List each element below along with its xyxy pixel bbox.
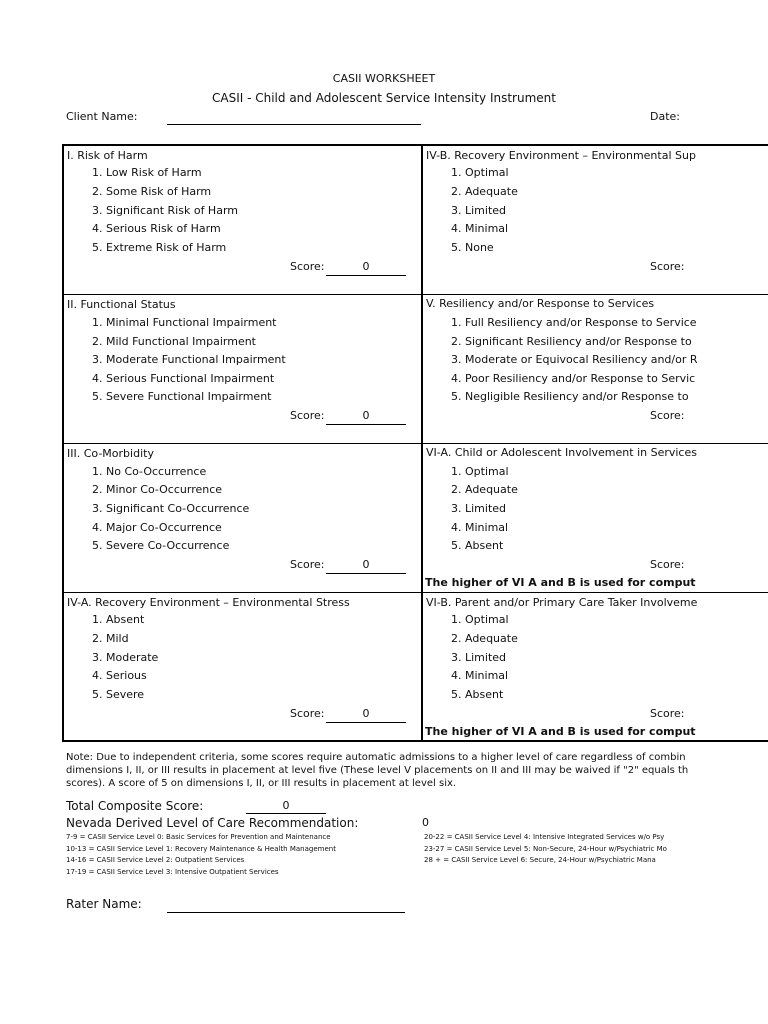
section-title: I. Risk of Harm xyxy=(67,149,148,162)
section-title: VI-A. Child or Adolescent Involvement in Services xyxy=(426,446,697,459)
score-label: Score: xyxy=(290,558,325,571)
option-item: 5. Severe Co-Occurrence xyxy=(92,539,230,552)
composite-score-label: Total Composite Score: xyxy=(66,799,204,813)
note-line: Note: Due to independent criteria, some scores require automatic admissions to a higher level of care regardless of combin xyxy=(66,752,686,763)
option-item: 4. Serious Risk of Harm xyxy=(92,222,221,235)
note-line: dimensions I, II, or III results in placement at level five (These level V placements on II and III may be waived if "2" equals th xyxy=(66,765,689,776)
option-item: 5. Negligible Resiliency and/or Response to xyxy=(451,390,689,403)
recommendation-label: Nevada Derived Level of Care Recommendation: xyxy=(66,816,359,830)
option-item: 4. Minimal xyxy=(451,521,509,534)
worksheet-title: CASII WORKSHEET xyxy=(332,72,436,85)
dimension-grid xyxy=(62,144,768,742)
option-item: 5. Absent xyxy=(451,539,504,552)
section-resiliency xyxy=(423,295,768,443)
score-value[interactable]: 0 xyxy=(326,707,406,723)
section-functional-status xyxy=(64,295,421,443)
score-label: Score: xyxy=(650,409,685,422)
option-item: 2. Adequate xyxy=(451,483,518,496)
option-item: 1. Low Risk of Harm xyxy=(92,166,202,179)
score-label: Score: xyxy=(290,409,325,422)
option-item: 2. Adequate xyxy=(451,185,518,198)
client-name-field[interactable] xyxy=(167,124,421,125)
level-legend-item: 23-27 = CASII Service Level 5: Non-Secure, 24-Hour w/Psychiatric Mo xyxy=(424,845,667,853)
option-item: 4. Major Co-Occurrence xyxy=(92,521,222,534)
option-item: 1. Optimal xyxy=(451,166,509,179)
option-item: 1. Absent xyxy=(92,613,145,626)
score-label: Score: xyxy=(290,260,325,273)
option-item: 4. Minimal xyxy=(451,669,509,682)
option-item: 2. Significant Resiliency and/or Response to xyxy=(451,335,692,348)
score-label: Score: xyxy=(650,558,685,571)
score-value[interactable]: 0 xyxy=(326,558,406,574)
option-item: 5. Absent xyxy=(451,688,504,701)
option-item: 1. Optimal xyxy=(451,613,509,626)
composite-score-value[interactable]: 0 xyxy=(246,799,326,814)
section-title: IV-A. Recovery Environment – Environmental Stress xyxy=(67,596,350,609)
section-environmental-stress xyxy=(64,593,421,741)
section-title: III. Co-Morbidity xyxy=(67,447,154,460)
score-value[interactable]: 0 xyxy=(326,260,406,276)
section-child-involvement xyxy=(423,444,768,592)
option-item: 4. Minimal xyxy=(451,222,509,235)
score-label: Score: xyxy=(650,260,685,273)
option-item: 2. Mild xyxy=(92,632,129,645)
option-item: 1. Optimal xyxy=(451,465,509,478)
section-title: V. Resiliency and/or Response to Services xyxy=(426,297,655,310)
level-legend-item: 17-19 = CASII Service Level 3: Intensive Outpatient Services xyxy=(66,868,279,876)
score-value[interactable]: 0 xyxy=(326,409,406,425)
section-parent-involvement xyxy=(423,593,768,741)
option-item: 3. Limited xyxy=(451,502,507,515)
option-item: 2. Mild Functional Impairment xyxy=(92,335,256,348)
option-item: 3. Limited xyxy=(451,651,507,664)
worksheet-subtitle: CASII - Child and Adolescent Service Intensity Instrument xyxy=(212,91,556,105)
section-risk-of-harm xyxy=(64,146,421,294)
option-item: 5. Severe Functional Impairment xyxy=(92,390,272,403)
option-item: 1. Minimal Functional Impairment xyxy=(92,316,277,329)
section-title: II. Functional Status xyxy=(67,298,176,311)
option-item: 3. Moderate xyxy=(92,651,159,664)
level-legend-item: 14-16 = CASII Service Level 2: Outpatient Services xyxy=(66,856,245,864)
option-item: 3. Significant Risk of Harm xyxy=(92,204,238,217)
note-line: scores). A score of 5 on dimensions I, II, or III results in placement at level six. xyxy=(66,778,457,789)
option-item: 1. No Co-Occurrence xyxy=(92,465,207,478)
option-item: 1. Full Resiliency and/or Response to Service xyxy=(451,316,697,329)
level-legend-item: 20-22 = CASII Service Level 4: Intensive Integrated Services w/o Psy xyxy=(424,833,665,841)
level-legend-item: 28 + = CASII Service Level 6: Secure, 24-Hour w/Psychiatric Mana xyxy=(424,856,656,864)
date-label: Date: xyxy=(650,110,680,123)
higher-score-note: The higher of VI A and B is used for comput xyxy=(425,576,696,589)
option-item: 4. Serious xyxy=(92,669,147,682)
option-item: 3. Moderate Functional Impairment xyxy=(92,353,286,366)
level-legend-item: 7-9 = CASII Service Level 0: Basic Services for Prevention and Maintenance xyxy=(66,833,331,841)
section-title: VI-B. Parent and/or Primary Care Taker Involveme xyxy=(426,596,698,609)
rater-name-label: Rater Name: xyxy=(66,897,142,911)
level-legend-item: 10-13 = CASII Service Level 1: Recovery Maintenance & Health Management xyxy=(66,845,336,853)
section-title: IV-B. Recovery Environment – Environmental Sup xyxy=(426,149,696,162)
option-item: 3. Significant Co-Occurrence xyxy=(92,502,250,515)
option-item: 5. None xyxy=(451,241,494,254)
option-item: 3. Limited xyxy=(451,204,507,217)
client-name-label: Client Name: xyxy=(66,110,138,123)
option-item: 2. Minor Co-Occurrence xyxy=(92,483,223,496)
option-item: 2. Some Risk of Harm xyxy=(92,185,212,198)
option-item: 4. Poor Resiliency and/or Response to Servic xyxy=(451,372,696,385)
section-environmental-support xyxy=(423,146,768,294)
score-label: Score: xyxy=(650,707,685,720)
option-item: 4. Serious Functional Impairment xyxy=(92,372,275,385)
higher-score-note: The higher of VI A and B is used for comput xyxy=(425,725,696,738)
recommendation-value: 0 xyxy=(422,816,429,829)
option-item: 2. Adequate xyxy=(451,632,518,645)
option-item: 3. Moderate or Equivocal Resiliency and/or R xyxy=(451,353,698,366)
section-co-morbidity xyxy=(64,444,421,592)
option-item: 5. Extreme Risk of Harm xyxy=(92,241,227,254)
rater-name-field[interactable] xyxy=(167,912,405,913)
option-item: 5. Severe xyxy=(92,688,145,701)
score-label: Score: xyxy=(290,707,325,720)
